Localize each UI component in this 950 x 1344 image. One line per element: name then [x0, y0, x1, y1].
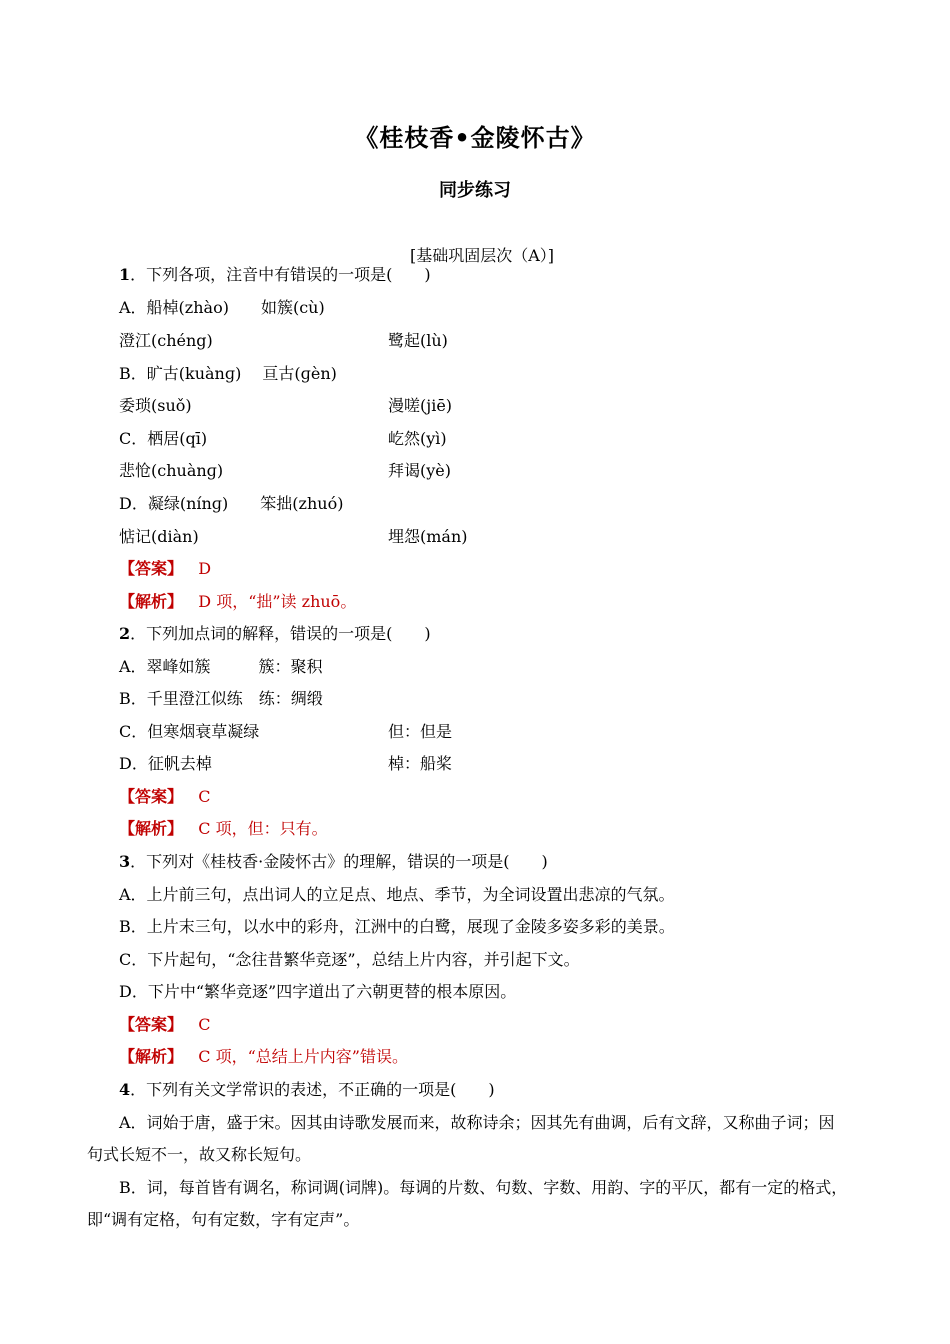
q3-option-a: A．上片前三句，点出词人的立足点、地点、季节，为全词设置出悲凉的气氛。 [119, 885, 675, 904]
q1-option-c-word: 屹然(yì) [388, 429, 447, 448]
q1-option-b-word: 漫嗟(jiē) [388, 396, 453, 415]
answer-value: D [198, 559, 212, 578]
q2-option-a: A．翠峰如簇 簇：聚积 [119, 657, 323, 676]
q2-analysis [119, 816, 328, 839]
question-4-stem [119, 1077, 495, 1100]
q1-option-d-word: 惦记(diàn) [119, 527, 199, 546]
analysis-label: 【解析】 [119, 592, 184, 611]
q2-answer [119, 784, 211, 807]
answer-label: 【答案】 [119, 1015, 184, 1034]
q1-option-d: D．凝绿(nínɡ) 笨拙(zhuó) [119, 494, 344, 513]
q1-option-a: A．船棹(zhào) 如簇(cù) [119, 298, 325, 317]
answer-label: 【答案】 [119, 559, 184, 578]
q3-analysis [119, 1044, 408, 1067]
question-number: 1 [119, 265, 131, 284]
question-text: ．下列有关文学常识的表述，不正确的一项是( ) [130, 1080, 495, 1099]
q4-option-a: A．词始于唐，盛于宋。因其由诗歌发展而来，故称诗余；因其先有曲调，后有文辞，又称曲子词；因 [119, 1113, 835, 1132]
q1-option-c-word: 悲怆(chuànɡ) [119, 461, 224, 480]
question-text: ．下列加点词的解释，错误的一项是( ) [130, 624, 431, 643]
analysis-text: C 项，“总结上片内容”错误。 [198, 1047, 408, 1066]
document-title: 《桂枝香•金陵怀古》 [354, 124, 596, 152]
q1-option-b: B．旷古(kuànɡ) 亘古(ɡèn) [119, 364, 337, 383]
question-2-stem [119, 621, 431, 644]
q3-answer [119, 1012, 211, 1035]
question-number: 2 [119, 624, 131, 643]
analysis-label: 【解析】 [119, 819, 184, 838]
answer-label: 【答案】 [119, 787, 184, 806]
q2-option-c-gloss: 但：但是 [388, 722, 453, 741]
q2-option-b: B．千里澄江似练 练：绸缎 [119, 689, 323, 708]
q2-option-c: C．但寒烟衰草凝绿 [119, 722, 260, 741]
answer-value: C [198, 1015, 211, 1034]
q3-option-c: C．下片起句，“念往昔繁华竞逐”，总结上片内容，并引起下文。 [119, 950, 580, 969]
q1-option-d-word: 埋怨(mán) [388, 527, 468, 546]
section-heading: [基础巩固层次（A）] [410, 246, 555, 265]
q1-analysis [119, 589, 356, 612]
q2-option-d: D．征帆去棹 [119, 754, 212, 773]
q1-option-c-word: 拜谒(yè) [388, 461, 451, 480]
analysis-text: C 项，但：只有。 [198, 819, 328, 838]
document-subtitle: 同步练习 [439, 180, 511, 201]
q4-option-a-continued: 句式长短不一，故又称长短句。 [87, 1145, 312, 1164]
question-number: 3 [119, 852, 131, 871]
q1-option-a-word: 澄江(chéng) [119, 331, 213, 350]
q4-option-b-continued: 即“调有定格，句有定数，字有定声”。 [87, 1210, 360, 1229]
analysis-text: D 项，“拙”读 zhuō。 [198, 592, 357, 611]
question-number: 4 [119, 1080, 131, 1099]
question-3-stem [119, 849, 548, 872]
q3-option-b: B．上片末三句，以水中的彩舟，江洲中的白鹭，展现了金陵多姿多彩的美景。 [119, 917, 675, 936]
question-text: ．下列各项，注音中有错误的一项是( ) [130, 265, 431, 284]
q1-option-c: C．栖居(qī) [119, 429, 208, 448]
q3-option-d: D．下片中“繁华竞逐”四字道出了六朝更替的根本原因。 [119, 982, 517, 1001]
q1-option-a-word: 鹭起(lù) [388, 331, 448, 350]
q4-option-b: B．词，每首皆有调名，称词调(词牌)。每调的片数、句数、字数、用韵、字的平仄，都有一定的格式， [119, 1178, 848, 1197]
q2-option-d-gloss: 棹：船桨 [388, 754, 453, 773]
analysis-label: 【解析】 [119, 1047, 184, 1066]
question-1-stem [119, 262, 431, 285]
q1-option-b-word: 委琐(suǒ) [119, 396, 192, 415]
answer-value: C [198, 787, 211, 806]
q1-answer [119, 556, 211, 579]
question-text: ．下列对《桂枝香·金陵怀古》的理解，错误的一项是( ) [130, 852, 548, 871]
